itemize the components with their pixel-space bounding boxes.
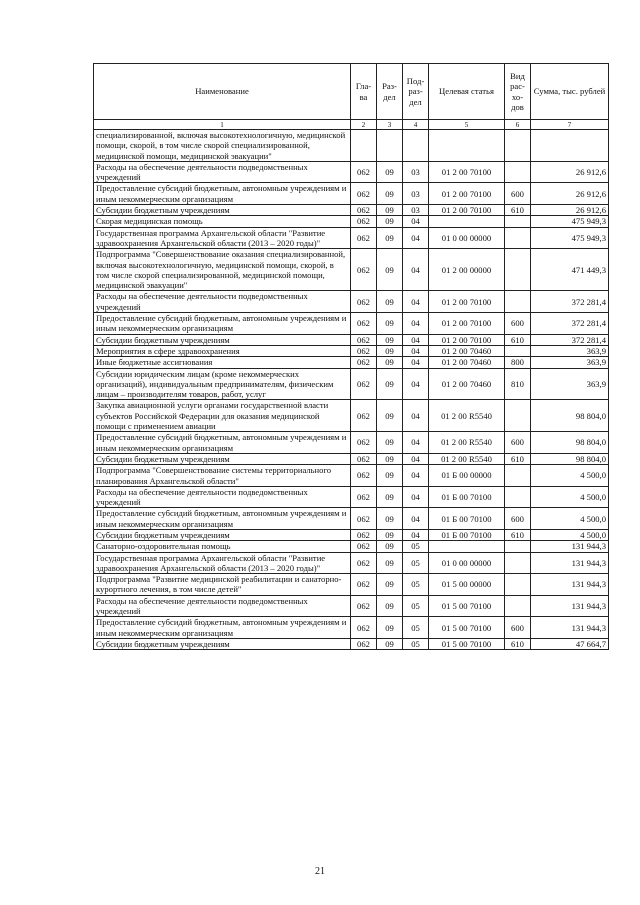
table-row — [94, 368, 609, 400]
table-row — [94, 227, 609, 249]
row-podrazdel: 05 — [403, 552, 429, 574]
row-razdel: 09 — [377, 368, 403, 400]
row-target: 01 Б 00 70100 — [429, 529, 505, 540]
row-target: 01 5 00 70100 — [429, 595, 505, 617]
row-podrazdel: 04 — [403, 508, 429, 530]
row-vid: 600 — [505, 508, 531, 530]
row-glava: 062 — [351, 552, 377, 574]
row-razdel: 09 — [377, 205, 403, 216]
row-sum: 26 912,6 — [531, 205, 609, 216]
row-vid — [505, 574, 531, 596]
row-name: Санаторно-оздоровительная помощь — [94, 541, 351, 552]
row-sum: 26 912,6 — [531, 161, 609, 183]
row-razdel: 09 — [377, 541, 403, 552]
table-row — [94, 249, 609, 291]
row-razdel: 09 — [377, 465, 403, 487]
row-name: Иные бюджетные ассигнования — [94, 357, 351, 368]
row-podrazdel: 03 — [403, 183, 429, 205]
row-podrazdel: 04 — [403, 249, 429, 291]
row-name: Предоставление субсидий бюджетным, автономным учреждениям и иным некоммерческим организациям — [94, 508, 351, 530]
row-name: Предоставление субсидий бюджетным, автономным учреждениям и иным некоммерческим организациям — [94, 432, 351, 454]
table-row — [94, 357, 609, 368]
row-glava: 062 — [351, 334, 377, 345]
row-glava: 062 — [351, 345, 377, 356]
row-sum: 4 500,0 — [531, 529, 609, 540]
row-sum: 98 804,0 — [531, 453, 609, 464]
row-vid — [505, 465, 531, 487]
table-row — [94, 465, 609, 487]
row-razdel: 09 — [377, 617, 403, 639]
header-target: Целевая статья — [429, 64, 505, 120]
row-razdel: 09 — [377, 529, 403, 540]
row-name: специализированной, включая высокотехнологичную, медицинской помощи, скорой, в том числе скорой специализированной, медицинской помощи, медицинской эвакуации" — [94, 130, 351, 162]
row-vid: 800 — [505, 357, 531, 368]
column-number: 6 — [505, 120, 531, 130]
row-glava: 062 — [351, 216, 377, 227]
row-vid — [505, 227, 531, 249]
row-razdel: 09 — [377, 595, 403, 617]
row-podrazdel: 04 — [403, 486, 429, 508]
table-row — [94, 595, 609, 617]
row-target: 01 5 00 70100 — [429, 617, 505, 639]
row-podrazdel: 03 — [403, 161, 429, 183]
row-razdel: 09 — [377, 313, 403, 335]
row-sum: 98 804,0 — [531, 400, 609, 432]
row-sum: 363,9 — [531, 357, 609, 368]
row-podrazdel: 04 — [403, 400, 429, 432]
row-sum: 4 500,0 — [531, 508, 609, 530]
row-podrazdel: 04 — [403, 291, 429, 313]
table-row — [94, 345, 609, 356]
row-razdel: 09 — [377, 552, 403, 574]
row-target: 01 0 00 00000 — [429, 227, 505, 249]
row-razdel: 09 — [377, 508, 403, 530]
row-name: Расходы на обеспечение деятельности подведомственных учреждений — [94, 486, 351, 508]
table-row — [94, 130, 609, 162]
row-vid — [505, 541, 531, 552]
row-name: Субсидии бюджетным учреждениям — [94, 334, 351, 345]
row-sum: 26 912,6 — [531, 183, 609, 205]
row-glava: 062 — [351, 400, 377, 432]
row-vid: 610 — [505, 453, 531, 464]
row-name: Подпрограмма "Совершенствование системы территориального планирования Архангельской области" — [94, 465, 351, 487]
row-name: Государственная программа Архангельской области "Развитие здравоохранения Архангельской области (2013 – 2020 годы)" — [94, 227, 351, 249]
row-sum: 131 944,3 — [531, 574, 609, 596]
row-podrazdel: 04 — [403, 529, 429, 540]
row-vid — [505, 486, 531, 508]
row-target — [429, 130, 505, 162]
table-row — [94, 161, 609, 183]
header-sum: Сумма, тыс. рублей — [531, 64, 609, 120]
row-glava: 062 — [351, 574, 377, 596]
row-razdel: 09 — [377, 638, 403, 649]
row-sum: 131 944,3 — [531, 552, 609, 574]
header-vid: Вид рас- хо- дов — [505, 64, 531, 120]
row-podrazdel: 04 — [403, 227, 429, 249]
row-sum: 131 944,3 — [531, 541, 609, 552]
row-razdel: 09 — [377, 249, 403, 291]
row-target: 01 2 00 70100 — [429, 161, 505, 183]
table-row — [94, 205, 609, 216]
row-glava: 062 — [351, 313, 377, 335]
row-name: Субсидии бюджетным учреждениям — [94, 529, 351, 540]
row-glava: 062 — [351, 617, 377, 639]
row-razdel: 09 — [377, 486, 403, 508]
row-sum: 363,9 — [531, 345, 609, 356]
table-row — [94, 183, 609, 205]
row-target: 01 2 00 70460 — [429, 345, 505, 356]
row-vid: 600 — [505, 183, 531, 205]
row-razdel: 09 — [377, 345, 403, 356]
row-vid: 610 — [505, 529, 531, 540]
row-target — [429, 541, 505, 552]
row-glava: 062 — [351, 357, 377, 368]
row-sum: 47 664,7 — [531, 638, 609, 649]
row-sum: 372 281,4 — [531, 313, 609, 335]
row-vid — [505, 345, 531, 356]
row-vid: 610 — [505, 334, 531, 345]
table-row — [94, 486, 609, 508]
row-name: Закупка авиационной услуги органами государственной власти субъектов Российской Федерации для оказания медицинской помощи с применением авиации — [94, 400, 351, 432]
table-row — [94, 313, 609, 335]
row-target: 01 2 00 70100 — [429, 334, 505, 345]
row-name: Скорая медицинская помощь — [94, 216, 351, 227]
budget-table — [93, 63, 609, 650]
row-glava: 062 — [351, 227, 377, 249]
row-vid: 810 — [505, 368, 531, 400]
row-name: Субсидии бюджетным учреждениям — [94, 638, 351, 649]
header-podrazdel: Под- раз- дел — [403, 64, 429, 120]
row-glava: 062 — [351, 432, 377, 454]
row-glava: 062 — [351, 249, 377, 291]
row-name: Подпрограмма "Совершенствование оказания специализированной, включая высокотехнологичную, медицинской помощи, скорой, в том числе скорой специализированной, медицинской помощи, медицинской эвакуации" — [94, 249, 351, 291]
row-podrazdel: 04 — [403, 465, 429, 487]
row-glava: 062 — [351, 453, 377, 464]
row-target: 01 0 00 00000 — [429, 552, 505, 574]
row-target: 01 Б 00 70100 — [429, 486, 505, 508]
row-target: 01 2 00 70100 — [429, 183, 505, 205]
header-razdel: Раз- дел — [377, 64, 403, 120]
table-row — [94, 432, 609, 454]
row-glava: 062 — [351, 486, 377, 508]
table-row — [94, 216, 609, 227]
row-podrazdel: 04 — [403, 216, 429, 227]
table-row — [94, 541, 609, 552]
row-name: Предоставление субсидий бюджетным, автономным учреждениям и иным некоммерческим организациям — [94, 313, 351, 335]
row-glava: 062 — [351, 508, 377, 530]
row-glava: 062 — [351, 161, 377, 183]
table-row — [94, 638, 609, 649]
row-sum: 4 500,0 — [531, 465, 609, 487]
row-name: Расходы на обеспечение деятельности подведомственных учреждений — [94, 161, 351, 183]
row-razdel: 09 — [377, 334, 403, 345]
row-name: Предоставление субсидий бюджетным, автономным учреждениям и иным некоммерческим организациям — [94, 617, 351, 639]
row-target — [429, 216, 505, 227]
row-vid — [505, 216, 531, 227]
row-name: Расходы на обеспечение деятельности подведомственных учреждений — [94, 291, 351, 313]
column-number: 5 — [429, 120, 505, 130]
row-podrazdel: 04 — [403, 432, 429, 454]
column-number: 7 — [531, 120, 609, 130]
row-podrazdel: 04 — [403, 334, 429, 345]
row-sum: 471 449,3 — [531, 249, 609, 291]
row-podrazdel: 04 — [403, 357, 429, 368]
row-podrazdel: 05 — [403, 617, 429, 639]
table-body — [94, 130, 609, 650]
row-sum: 131 944,3 — [531, 617, 609, 639]
row-podrazdel: 04 — [403, 313, 429, 335]
row-name: Расходы на обеспечение деятельности подведомственных учреждений — [94, 595, 351, 617]
row-vid: 600 — [505, 432, 531, 454]
table-row — [94, 400, 609, 432]
row-vid: 600 — [505, 313, 531, 335]
row-vid — [505, 595, 531, 617]
row-razdel: 09 — [377, 574, 403, 596]
row-vid: 600 — [505, 617, 531, 639]
row-name: Государственная программа Архангельской области "Развитие здравоохранения Архангельской области (2013 – 2020 годы)" — [94, 552, 351, 574]
column-number: 2 — [351, 120, 377, 130]
row-target: 01 2 00 70100 — [429, 205, 505, 216]
row-podrazdel: 05 — [403, 541, 429, 552]
row-target: 01 2 00 70460 — [429, 357, 505, 368]
row-name: Подпрограмма "Развитие медицинской реабилитации и санаторно-курортного лечения, в том числе детей" — [94, 574, 351, 596]
row-podrazdel: 03 — [403, 205, 429, 216]
row-glava: 062 — [351, 638, 377, 649]
row-razdel: 09 — [377, 291, 403, 313]
row-name: Предоставление субсидий бюджетным, автономным учреждениям и иным некоммерческим организациям — [94, 183, 351, 205]
row-target: 01 2 00 R5540 — [429, 453, 505, 464]
row-name: Мероприятия в сфере здравоохранения — [94, 345, 351, 356]
row-sum: 363,9 — [531, 368, 609, 400]
table-row — [94, 291, 609, 313]
row-target: 01 Б 00 70100 — [429, 508, 505, 530]
row-target: 01 2 00 R5540 — [429, 432, 505, 454]
row-sum — [531, 130, 609, 162]
row-glava: 062 — [351, 541, 377, 552]
row-glava: 062 — [351, 291, 377, 313]
row-podrazdel: 04 — [403, 368, 429, 400]
table-row — [94, 508, 609, 530]
row-target: 01 5 00 70100 — [429, 638, 505, 649]
header-glava: Гла- ва — [351, 64, 377, 120]
row-razdel — [377, 130, 403, 162]
row-sum: 372 281,4 — [531, 291, 609, 313]
table-row — [94, 574, 609, 596]
row-razdel: 09 — [377, 453, 403, 464]
table-row — [94, 617, 609, 639]
row-glava: 062 — [351, 465, 377, 487]
column-number: 4 — [403, 120, 429, 130]
row-podrazdel: 05 — [403, 574, 429, 596]
header-name: Наименование — [94, 64, 351, 120]
row-target: 01 2 00 70100 — [429, 291, 505, 313]
row-glava: 062 — [351, 368, 377, 400]
row-vid — [505, 291, 531, 313]
row-sum: 98 804,0 — [531, 432, 609, 454]
row-razdel: 09 — [377, 227, 403, 249]
row-target: 01 2 00 70460 — [429, 368, 505, 400]
row-target: 01 2 00 70100 — [429, 313, 505, 335]
row-podrazdel: 05 — [403, 595, 429, 617]
row-podrazdel: 04 — [403, 453, 429, 464]
row-glava: 062 — [351, 529, 377, 540]
row-vid: 610 — [505, 638, 531, 649]
row-podrazdel: 05 — [403, 638, 429, 649]
row-razdel: 09 — [377, 400, 403, 432]
row-sum: 475 949,3 — [531, 227, 609, 249]
column-number: 3 — [377, 120, 403, 130]
table-row — [94, 529, 609, 540]
row-name: Субсидии бюджетным учреждениям — [94, 453, 351, 464]
column-number-row — [94, 120, 609, 130]
row-glava: 062 — [351, 595, 377, 617]
row-razdel: 09 — [377, 183, 403, 205]
page-number: 21 — [315, 866, 325, 877]
row-glava: 062 — [351, 183, 377, 205]
column-number: 1 — [94, 120, 351, 130]
row-vid: 610 — [505, 205, 531, 216]
row-vid — [505, 130, 531, 162]
table-row — [94, 334, 609, 345]
row-podrazdel — [403, 130, 429, 162]
row-sum: 372 281,4 — [531, 334, 609, 345]
row-vid — [505, 552, 531, 574]
table-row — [94, 453, 609, 464]
row-sum: 475 949,3 — [531, 216, 609, 227]
row-razdel: 09 — [377, 216, 403, 227]
row-name: Субсидии юридическим лицам (кроме некоммерческих организаций), индивидуальным предпринимателям, физическим лицам – производителям товаров, работ, услуг — [94, 368, 351, 400]
row-target: 01 Б 00 00000 — [429, 465, 505, 487]
row-target: 01 2 00 R5540 — [429, 400, 505, 432]
row-name: Субсидии бюджетным учреждениям — [94, 205, 351, 216]
row-vid — [505, 249, 531, 291]
row-razdel: 09 — [377, 357, 403, 368]
row-target: 01 5 00 00000 — [429, 574, 505, 596]
table-row — [94, 552, 609, 574]
row-razdel: 09 — [377, 432, 403, 454]
row-glava: 062 — [351, 205, 377, 216]
row-sum: 4 500,0 — [531, 486, 609, 508]
row-glava — [351, 130, 377, 162]
row-target: 01 2 00 00000 — [429, 249, 505, 291]
row-sum: 131 944,3 — [531, 595, 609, 617]
row-razdel: 09 — [377, 161, 403, 183]
header-row — [94, 64, 609, 120]
row-podrazdel: 04 — [403, 345, 429, 356]
row-vid — [505, 161, 531, 183]
row-vid — [505, 400, 531, 432]
